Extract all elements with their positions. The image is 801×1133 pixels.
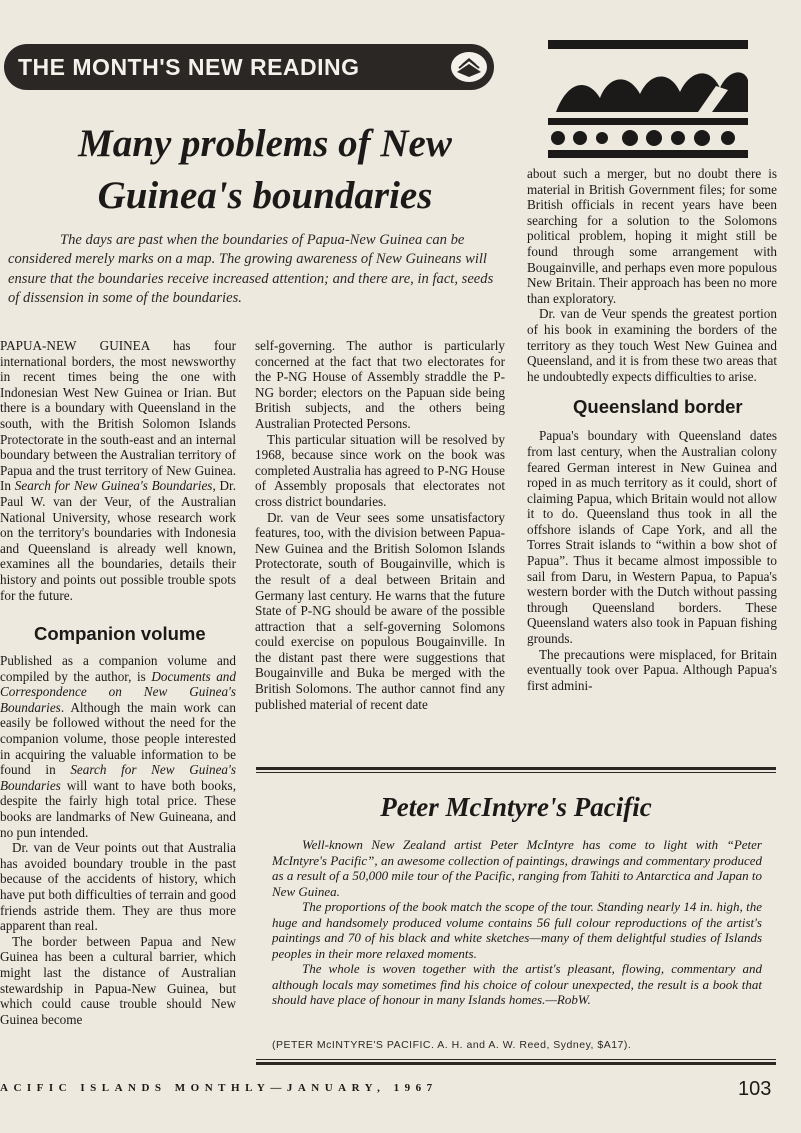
review-paragraph: The whole is woven together with the artist's pleasant, flowing, commentary and although locals may sometimes find his choice of colour unexpected, the result is a book that should have place of honour in many Islands homes.—RobW. — [272, 961, 762, 1007]
box-bottom-rule — [256, 1062, 776, 1065]
column-2-paragraph: self-governing. The author is particularly concerned at the fact that two electorates for the P-NG House of Assembly straddle the P-NG border; electors on the Papuan side being British subjects, and the others being Australian Protected Persons. — [255, 338, 505, 431]
article-column-3 — [527, 166, 777, 693]
article-standfirst: The days are past when the boundaries of Papua-New Guinea can be considered merely marks on a map. The growing awareness of New Guineans will ensure that the boundaries receive increased attention; and there are, in fact, seeds of dissension in some of the boundaries. — [8, 232, 494, 307]
section-banner — [4, 44, 494, 90]
column-3-paragraph: The precautions were misplaced, for Britain eventually took over Papua. Although Papua's first admini- — [527, 646, 777, 693]
column-3-paragraph: Papua's boundary with Queensland dates from last century, when the Australian colony feared German interest in New Guinea and roped in as much territory as it could, short of claiming Papua, which Britain would not allow it to do. Queensland thus took in all the offshore islands of Cape York, and all the Torres Strait islands to “within a bow shot of Papua”. Thus it became almost impossible to sail from Daru, in Western Papua, to Papua's western border with the Dutch without passing through Queensland borders. These Queensland waters also took in Papuan fishing grounds. — [527, 428, 777, 647]
review-publication-credit: (PETER McINTYRE'S PACIFIC. A. H. and A. W. Reed, Sydney, $A17). — [272, 1039, 632, 1051]
review-paragraph: Well-known New Zealand artist Peter McIntyre has come to light with “Peter McIntyre's Pacific”, an awesome collection of paintings, drawings and commentary produced as a result of a 50,000 mile tour of the Pacific, ranging from Tahiti to Antarctica and Japan to New Guinea. — [272, 837, 762, 899]
subhead-companion-volume: Companion volume — [34, 623, 206, 645]
page-number: 103 — [738, 1078, 772, 1100]
column-3-paragraph: about such a merger, but no doubt there is material in British Government files; for some British officials in recent years have been searching for a solution to the Solomons political problem, hoping it might still be found through some arrangement with Bougainville, and perhaps even more populous New Britain. Their approach has been no more than exploratory. — [527, 166, 777, 306]
box-top-rule-thin — [256, 772, 776, 773]
review-body — [272, 837, 762, 1008]
column-1-paragraph: Published as a companion volume and compiled by the author, is Documents and Correspondence on New Guinea's Boundaries. Although the main work can easily be followed without the need for the companion volume, those people interested in acquiring the valuable information to be found in Search for New Guinea's Boundaries will want to have both books, despite the fairly high total price. These books are landmarks of New Guineana, and no pun intended. — [0, 653, 236, 840]
headline-line-2: Guinea's boundaries — [97, 174, 433, 217]
review-title: Peter McIntyre's Pacific — [380, 792, 652, 822]
decorative-wave-logo-icon — [548, 40, 748, 160]
column-1-paragraph: PAPUA-NEW GUINEA has four international borders, the most newsworthy in recent times being the one with Indonesian West New Guinea or Irian. But there is a boundary with Queensland in the south, with the British Solomon Islands Protectorate in the south-east and an internal boundary between the Australian territory of Papua and the trust territory of New Guinea. In Search for New Guinea's Boundaries, Dr. Paul W. van der Veur, of the Australian National University, whose research work on the territory's boundaries with Indonesia and Queensland is already well known, examines all the boundaries, details their history and points out possible trouble spots for the future. — [0, 338, 236, 603]
open-book-icon — [450, 50, 488, 84]
box-bottom-rule-thin — [256, 1059, 776, 1060]
section-banner-label: THE MONTH'S NEW READING — [18, 53, 360, 80]
box-top-rule — [256, 767, 776, 770]
subhead-queensland-border: Queensland border — [573, 396, 743, 418]
column-1-paragraph: The border between Papua and New Guinea has been a cultural barrier, which might last the distance of Australian stewardship in Papua-New Guinea, but which could cause trouble should New Guinea become — [0, 933, 236, 1027]
column-3-paragraph: Dr. van de Veur spends the greatest portion of his book in examining the borders of the territory as they touch West New Guinea and Queensland, and it is from these two areas that he undoubtedly expects difficulties to arise. — [527, 306, 777, 384]
review-paragraph: The proportions of the book match the scope of the tour. Standing nearly 14 in. high, the huge and handsomely produced volume contains 56 full colour reproductions of the artist's paintings and 70 of his black and white sketches—many of them delightful studies of Islands peoples in their more relaxed moments. — [272, 899, 762, 961]
headline-line-1: Many problems of New — [78, 122, 452, 165]
article-headline — [20, 118, 510, 222]
column-2-paragraph: This particular situation will be resolved by 1968, because since work on the book was completed Australia has agreed to P-NG House of Assembly proposals that electorates not cross district boundaries. — [255, 431, 505, 509]
column-2-paragraph: Dr. van de Veur sees some unsatisfactory features, too, with the division between Papua-New Guinea and the British Solomon Islands Protectorate, south of Bougainville, which is the result of a deal between Britain and Germany last century. He warns that the future State of P-NG should be aware of the possible attraction that a self-governing Solomons could exercise on populous Bougainville. In the distant past there were suggestions that Bougainville and Buka be merged with the British Solomons. The author cannot find any published material of recent date — [255, 509, 505, 712]
column-1-paragraph: Dr. van de Veur points out that Australia has avoided boundary trouble in the past because of the accidents of history, which have put both difficulties of terrain and good friends astride them. They are thus more apparent than real. — [0, 840, 236, 934]
footer-masthead: ACIFIC ISLANDS MONTHLY—JANUARY, 1967 — [0, 1082, 438, 1094]
article-column-2 — [255, 338, 505, 712]
article-column-1 — [0, 338, 236, 1027]
